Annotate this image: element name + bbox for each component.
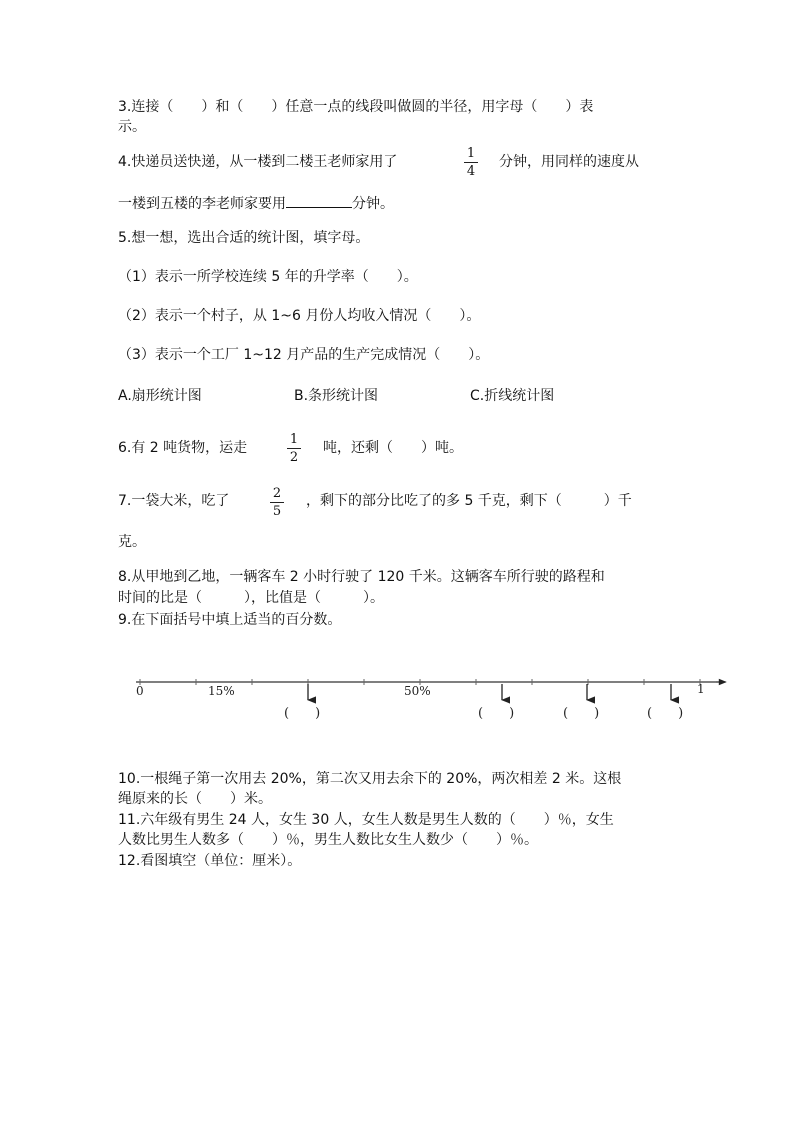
q5-item2: （2）表示一个村子，从 1~6 月份人均收入情况（ ）。 bbox=[118, 308, 481, 324]
q6-fraction-numerator: 1 bbox=[289, 432, 299, 447]
number-line-pointers bbox=[308, 684, 671, 700]
q10-line1: 10.一根绳子第一次用去 20%，第二次又用去余下的 20%，两次相差 2 米。这根 bbox=[118, 771, 622, 787]
q5-option-b: B.条形统计图 bbox=[294, 388, 379, 404]
q5-title: 5.想一想，选出合适的统计图，填字母。 bbox=[118, 230, 370, 246]
q7-text-part2: ，剩下的部分比吃了的多 5 千克，剩下（ ）千 bbox=[306, 493, 632, 509]
q7-text-part1: 7.一袋大米，吃了 bbox=[118, 493, 230, 509]
q5-option-c: C.折线统计图 bbox=[470, 388, 555, 404]
q5-item3: （3）表示一个工厂 1~12 月产品的生产完成情况（ ）。 bbox=[118, 347, 490, 363]
q10-line2: 绳原来的长（ ）米。 bbox=[118, 791, 272, 807]
answer-paren-3[interactable]: ( ) bbox=[563, 706, 600, 721]
q4-text-part1: 4.快递员送快递，从一楼到二楼王老师家用了 bbox=[118, 154, 398, 170]
q7-line2: 克。 bbox=[118, 534, 146, 550]
q4-line2-suffix: 分钟。 bbox=[352, 196, 394, 212]
q7-fraction-numerator: 2 bbox=[272, 486, 282, 501]
q4-line2-prefix: 一楼到五楼的李老师家要用 bbox=[118, 196, 286, 212]
q4-fraction-denominator: 4 bbox=[466, 164, 476, 179]
q9-title: 9.在下面括号中填上适当的百分数。 bbox=[118, 612, 342, 628]
q4-fraction-numerator: 1 bbox=[466, 146, 476, 161]
answer-paren-2[interactable]: ( ) bbox=[478, 706, 515, 721]
q11-line2: 人数比男生人数多（ ）％，男生人数比女生人数少（ ）％。 bbox=[118, 832, 538, 848]
q5-item1: （1）表示一所学校连续 5 年的升学率（ ）。 bbox=[118, 269, 418, 285]
q5-option-a: A.扇形统计图 bbox=[118, 388, 202, 404]
q8-line1: 8.从甲地到乙地，一辆客车 2 小时行驶了 120 千米。这辆客车所行驶的路程和 bbox=[118, 569, 605, 585]
q3-line2: 示。 bbox=[118, 119, 146, 135]
q12-title: 12.看图填空（单位：厘米）。 bbox=[118, 853, 302, 869]
q7-fraction-denominator: 5 bbox=[272, 504, 282, 519]
answer-paren-4[interactable]: ( ) bbox=[647, 706, 684, 721]
number-line-label-50: 50% bbox=[404, 684, 431, 698]
number-line-label-1: 1 bbox=[697, 682, 705, 696]
q11-line1: 11.六年级有男生 24 人，女生 30 人，女生人数是男生人数的（ ）％，女生 bbox=[118, 812, 614, 828]
answer-paren-1[interactable]: ( ) bbox=[284, 706, 321, 721]
q6-text-part2: 吨，还剩（ ）吨。 bbox=[323, 440, 463, 456]
q6-fraction-denominator: 2 bbox=[289, 450, 299, 465]
number-line-label-15: 15% bbox=[208, 684, 235, 698]
q4-text-part2: 分钟，用同样的速度从 bbox=[499, 154, 639, 170]
q6-text-part1: 6.有 2 吨货物，运走 bbox=[118, 440, 248, 456]
q3-line1: 3.连接（ ）和（ ）任意一点的线段叫做圆的半径，用字母（ ）表 bbox=[118, 99, 594, 115]
number-line-label-0: 0 bbox=[136, 684, 144, 698]
q8-line2: 时间的比是（ ），比值是（ ）。 bbox=[118, 590, 384, 606]
